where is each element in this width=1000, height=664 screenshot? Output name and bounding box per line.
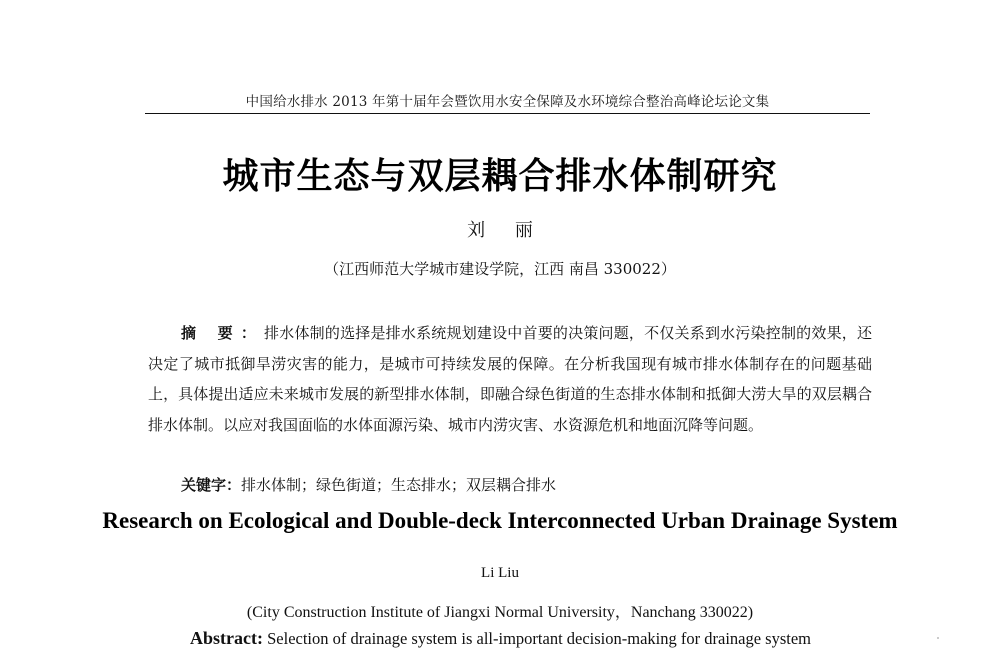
affiliation-en: (City Construction Institute of Jiangxi Normal University，Nanchang 330022): [246, 604, 754, 621]
abstract-en-label: Abstract:: [190, 628, 263, 648]
scan-speck: [937, 637, 939, 639]
affiliation-zh: （江西师范大学城市建设学院，江西 南昌 330022）: [324, 260, 676, 278]
abstract-en: [190, 628, 890, 649]
abstract-zh-label: 摘 要：: [181, 324, 265, 342]
paper-title-en: Research on Ecological and Double-deck Interconnected Urban Drainage System: [102, 508, 898, 533]
keywords-zh-label: 关键字：: [181, 476, 242, 494]
abstract-zh: [148, 318, 872, 440]
header-rule: [145, 113, 870, 114]
running-header: 中国给水排水 2013 年第十届年会暨饮用水安全保障及水环境综合整治高峰论坛论文集: [245, 94, 770, 110]
author-en: Li Liu: [481, 565, 519, 581]
abstract-en-text: Selection of drainage system is all-important decision-making for drainage system: [267, 629, 812, 648]
keywords-zh: [181, 474, 871, 495]
author-zh: 刘 丽: [467, 220, 533, 241]
paper-title-zh: 城市生态与双层耦合排水体制研究: [222, 156, 778, 197]
keywords-zh-text: 排水体制；绿色街道；生态排水；双层耦合排水: [241, 476, 557, 494]
abstract-zh-text: 排水体制的选择是排水系统规划建设中首要的决策问题，不仅关系到水污染控制的效果，还决定了城市抵御旱涝灾害的能力，是城市可持续发展的保障。在分析我国现有城市排水体制存在的问题基础上，具体提出适应未来城市发展的新型排水体制，即融合绿色街道的生态排水体制和抵御大涝大旱的双层耦合排水体制。以应对我国面临的水体面源污染、城市内涝灾害、水资源危机和地面沉降等问题。: [148, 324, 872, 434]
